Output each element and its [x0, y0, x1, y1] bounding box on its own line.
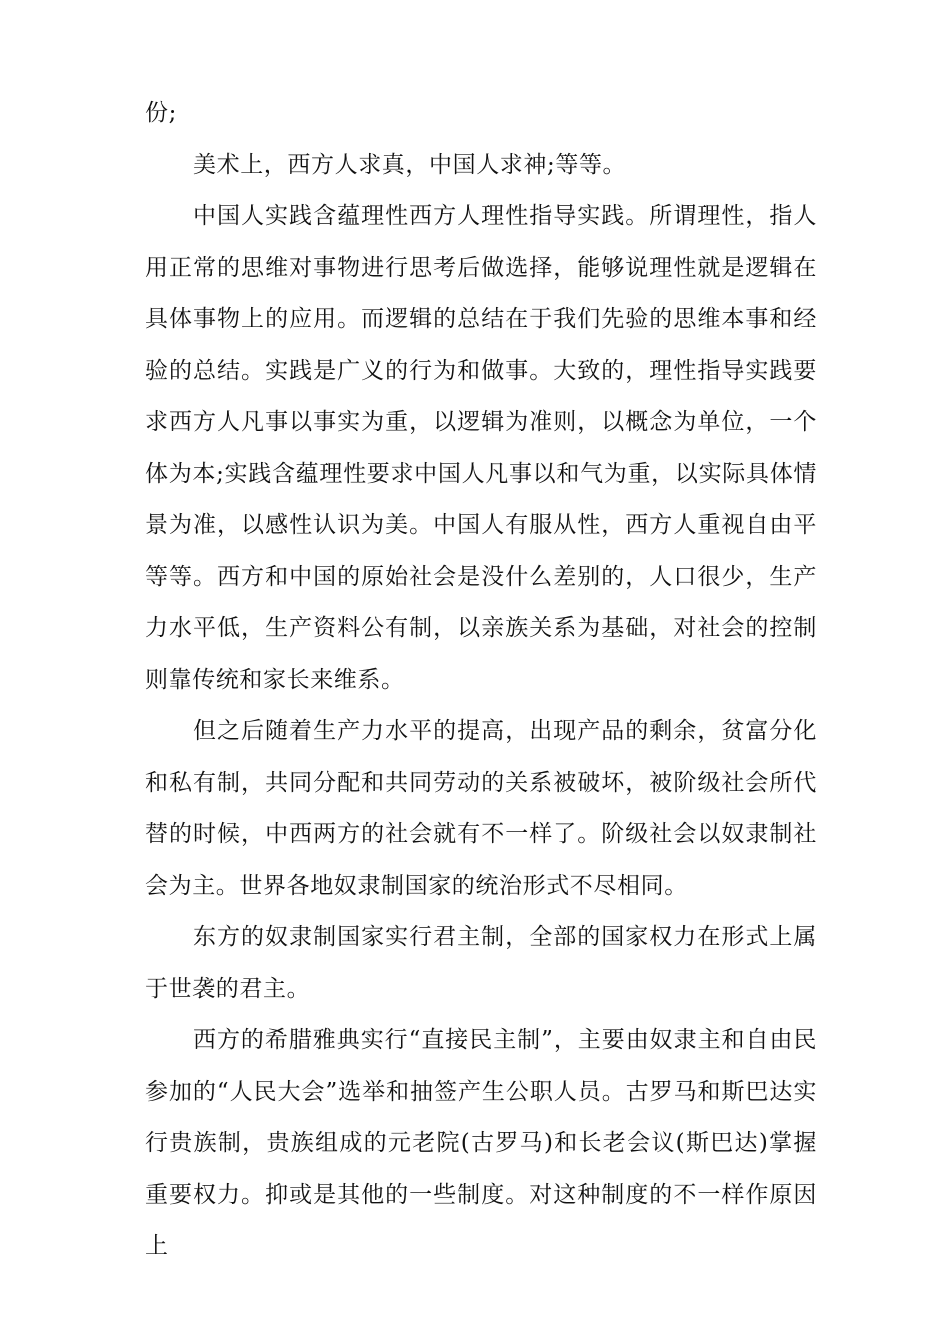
paragraph-6: 西方的希腊雅典实行“直接民主制”，主要由奴隶主和自由民参加的“人民大会”选举和抽签产生公职人员。古罗马和斯巴达实行贵族制，贵族组成的元老院(古罗马)和长老会议(斯巴达)掌握重要权力。抑或是其他的一些制度。对这种制度的不一样作原因上: [145, 1027, 817, 1259]
paragraph-3: 中国人实践含蕴理性西方人理性指导实践。所谓理性，指人用正常的思维对事物进行思考后做选择，能够说理性就是逻辑在具体事物上的应用。而逻辑的总结在于我们先验的思维本事和经验的总结。实践是广义的行为和做事。大致的，理性指导实践要求西方人凡事以事实为重，以逻辑为准则，以概念为单位，一个体为本;实践含蕴理性要求中国人凡事以和气为重，以实际具体情景为准，以感性认识为美。中国人有服从性，西方人重视自由平等等。西方和中国的原始社会是没什么差别的，人口很少，生产力水平低，生产资料公有制，以亲族关系为基础，对社会的控制则靠传统和家长来维系。: [145, 203, 817, 693]
paragraph-2: 美术上，西方人求真，中国人求神;等等。: [193, 151, 627, 178]
paragraph-4: 但之后随着生产力水平的提高，出现产品的剩余，贫富分化和私有制，共同分配和共同劳动的关系被破坏，被阶级社会所代替的时候，中西两方的社会就有不一样了。阶级社会以奴隶制社会为主。世界各地奴隶制国家的统治形式不尽相同。: [145, 718, 817, 899]
document-page: [145, 88, 817, 1273]
paragraph-5: 东方的奴隶制国家实行君主制，全部的国家权力在形式上属于世袭的君主。: [145, 924, 817, 1002]
paragraph-1: 份;: [145, 100, 177, 126]
